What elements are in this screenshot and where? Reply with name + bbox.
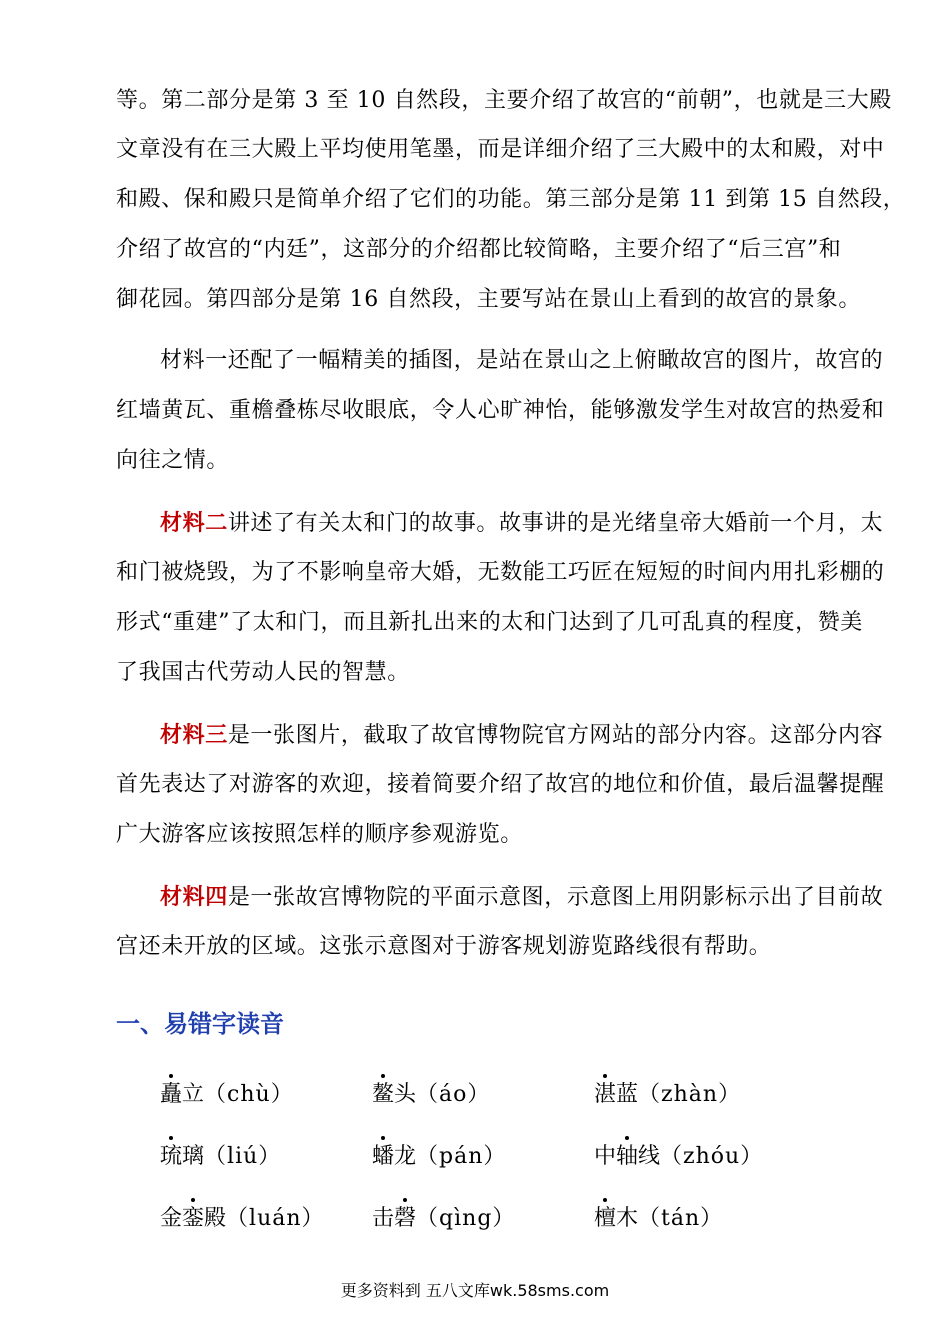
text-line: 文章没有在三大殿上平均使用笔墨，而是详细介绍了三大殿中的太和殿，对中 (116, 137, 885, 162)
vocab-item (372, 1204, 515, 1234)
footer-link[interactable]: 更多资料到 五八文库wk.58sms.com (340, 1281, 610, 1300)
vocab-prefix: 击 (372, 1206, 395, 1231)
text-run: 是一张故宫博物院的平面示意图，示意图上用阴影标示出了目前故 (227, 885, 884, 910)
text-line: 首先表达了对游客的欢迎，接着简要介绍了故宫的地位和价值，最后温馨提醒 (116, 772, 885, 797)
text-line: 向往之情。 (116, 448, 230, 473)
material-label: 材料三 (160, 722, 228, 748)
dotted-char: 琉 (160, 1142, 182, 1172)
text-line: 御花园。第四部分是第 16 自然段，主要写站在景山上看到的故宫的景象。 (116, 287, 861, 312)
text-line (160, 508, 930, 539)
vocab-prefix: 金 (160, 1206, 183, 1231)
vocab-item (160, 1142, 281, 1172)
text-run: 是一张图片，截取了故官博物院官方网站的部分内容。这部分内容 (227, 723, 884, 748)
dotted-char: 銮 (182, 1204, 204, 1234)
vocab-suffix: 头 (394, 1082, 417, 1107)
vocab-suffix: 殿 (204, 1206, 227, 1231)
text-line: 材料一还配了一幅精美的插图，是站在景山之上俯瞰故宫的图片，故宫的 (160, 348, 884, 373)
text-line: 介绍了故宫的“内廷”，这部分的介绍都比较简略，主要介绍了“后三宫”和 (116, 237, 842, 262)
section-heading: 一、易错字读音 (116, 1010, 284, 1038)
pinyin: （qìng） (416, 1206, 516, 1231)
text-line: 广大游客应该按照怎样的顺序参观游览。 (116, 822, 523, 847)
dotted-char: 湛 (594, 1080, 616, 1110)
text-line: 和门被烧毁，为了不影响皇帝大婚，无数能工巧匠在短短的时间内用扎彩棚的 (116, 560, 885, 585)
text-line: 形式“重建”了太和门，而且新扎出来的太和门达到了几可乱真的程度，赞美 (116, 610, 863, 635)
pinyin: （zhàn） (638, 1082, 742, 1107)
text-line (160, 720, 930, 751)
pinyin: （pán） (416, 1144, 507, 1169)
vocab-suffix: 线 (638, 1144, 661, 1169)
material-label: 材料四 (160, 884, 228, 910)
pinyin: （tán） (638, 1206, 724, 1231)
vocab-item (160, 1080, 294, 1110)
vocab-item (372, 1080, 490, 1110)
text-line: 宫还未开放的区域。这张示意图对于游客规划游览路线很有帮助。 (116, 934, 772, 959)
vocab-suffix: 璃 (182, 1144, 205, 1169)
vocab-item (160, 1204, 325, 1234)
dotted-char: 蟠 (372, 1142, 394, 1172)
vocab-item (594, 1204, 723, 1234)
dotted-char: 轴 (616, 1142, 638, 1172)
vocab-suffix: 蓝 (616, 1082, 639, 1107)
dotted-char: 矗 (160, 1080, 182, 1110)
text-line: 红墙黄瓦、重檐叠栋尽收眼底，令人心旷神怡，能够激发学生对故宫的热爱和 (116, 398, 885, 423)
vocab-suffix: 木 (616, 1206, 639, 1231)
pinyin: （luán） (226, 1206, 325, 1231)
pinyin: （áo） (416, 1082, 491, 1107)
text-line (160, 882, 930, 913)
pinyin: （liú） (204, 1144, 282, 1169)
vocab-item (594, 1142, 763, 1172)
text-line: 和殿、保和殿只是简单介绍了它们的功能。第三部分是第 11 到第 15 自然段， (116, 187, 906, 212)
vocab-item (594, 1080, 741, 1110)
dotted-char: 檀 (594, 1204, 616, 1234)
vocab-item (372, 1142, 506, 1172)
pinyin: （zhóu） (660, 1144, 764, 1169)
vocab-suffix: 龙 (394, 1144, 417, 1169)
text-run: 讲述了有关太和门的故事。故事讲的是光绪皇帝大婚前一个月，太 (227, 511, 884, 536)
dotted-char: 鳌 (372, 1080, 394, 1110)
pinyin: （chù） (204, 1082, 294, 1107)
text-line: 了我国古代劳动人民的智慧。 (116, 660, 410, 685)
material-label: 材料二 (160, 510, 228, 536)
text-line: 等。第二部分是第 3 至 10 自然段，主要介绍了故宫的“前朝”，也就是三大殿 (116, 88, 892, 113)
dotted-char: 磬 (394, 1204, 416, 1234)
vocab-suffix: 立 (182, 1082, 205, 1107)
vocab-prefix: 中 (594, 1144, 617, 1169)
